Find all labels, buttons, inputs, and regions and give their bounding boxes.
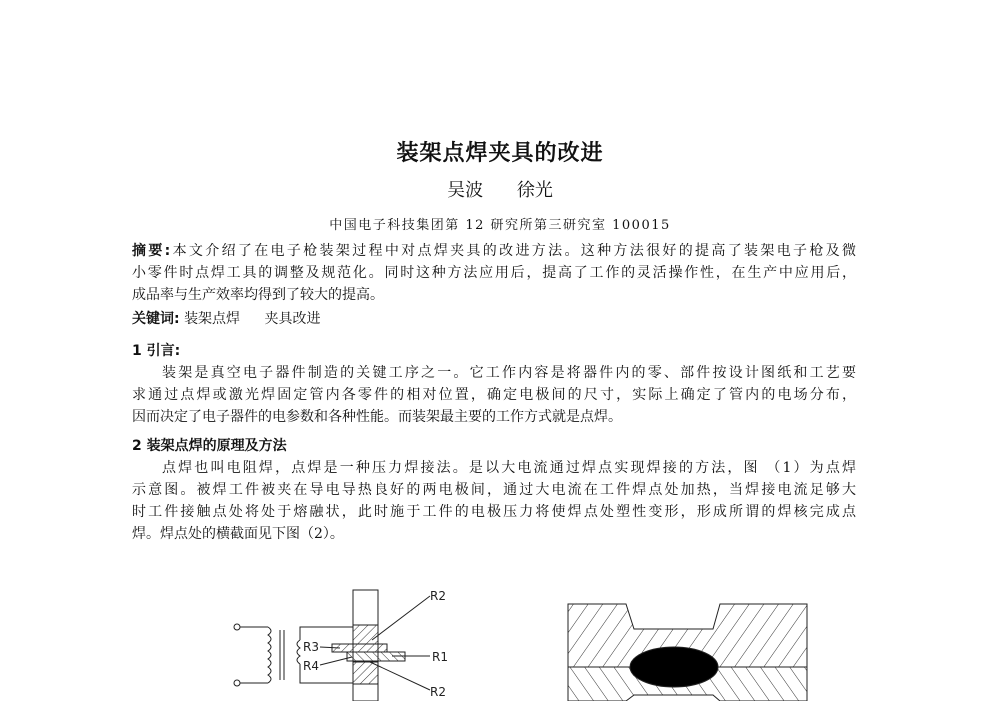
transformer-core (280, 630, 284, 680)
paragraph-line: 时工件接触点处将处于熔融状，此时施于工件的电极压力将使焊点处塑性变形，形成所谓的焊核完成点 (132, 504, 856, 520)
keyword: 装架点焊 (184, 311, 241, 327)
keyword: 夹具改进 (264, 311, 321, 327)
paragraph-line: 焊。焊点处的横截面见下图（2）。 (132, 526, 344, 542)
weld-cross-section (568, 604, 807, 701)
section-heading: 2 装架点焊的原理及方法 (132, 438, 287, 454)
terminal-icon (234, 624, 240, 630)
label-r3: R3 (303, 640, 319, 654)
terminal-icon (234, 680, 240, 686)
paragraph-line: 装架是真空电子器件制造的关键工序之一。它工作内容是将器件内的零、部件按设计图纸和工艺要 (162, 365, 856, 381)
section-heading: 1 引言: (132, 343, 181, 359)
abstract-line: 小零件时点焊工具的调整及规范化。同时这种方法应用后，提高了工作的灵活操作性，在生产中应用后， (132, 265, 856, 281)
affiliation: 中国电子科技集团第 12 研究所第三研究室 100015 (329, 218, 671, 233)
paper-title: 装架点焊夹具的改进 (396, 141, 604, 166)
label-r2-bottom: R2 (430, 685, 446, 699)
upper-workpiece (332, 644, 387, 652)
abstract-line: 成品率与生产效率均得到了较大的提高。 (132, 287, 384, 303)
primary-coil (268, 627, 271, 683)
paragraph-line: 示意图。被焊工件被夹在导电导热良好的两电极间，通过大电流在工件焊点处加热，当焊接电流足够大 (132, 482, 856, 498)
author-name: 徐光 (516, 180, 553, 201)
paragraph-line: 点焊也叫电阻焊，点焊是一种压力焊接法。是以大电流通过焊点实现焊接的方法，图 （1）为点焊 (162, 460, 856, 476)
label-r2-top: R2 (430, 589, 446, 603)
abstract-text: 本文介绍了在电子枪装架过程中对点焊夹具的改进方法。这种方法很好的提高了装架电子枪及微 (170, 243, 856, 259)
upper-electrode-tip (353, 625, 378, 644)
label-r4: R4 (303, 659, 319, 673)
lower-electrode-tip (353, 662, 378, 684)
paragraph-line: 因而决定了电子器件的电参数和各种性能。而装架最主要的工作方式就是点焊。 (132, 409, 622, 425)
weld-nugget (630, 647, 718, 687)
label-r1: R1 (432, 650, 448, 664)
keywords-label: 关键词: (132, 311, 180, 327)
paragraph-line: 求通过点焊或激光焊固定管内各零件的相对位置，确定电极间的尺寸，实际上确定了管内的电场分布， (132, 387, 856, 403)
abstract-label: 摘要: (132, 243, 171, 259)
spot-weld-schematic (234, 590, 430, 701)
author-name: 吴波 (447, 180, 484, 201)
